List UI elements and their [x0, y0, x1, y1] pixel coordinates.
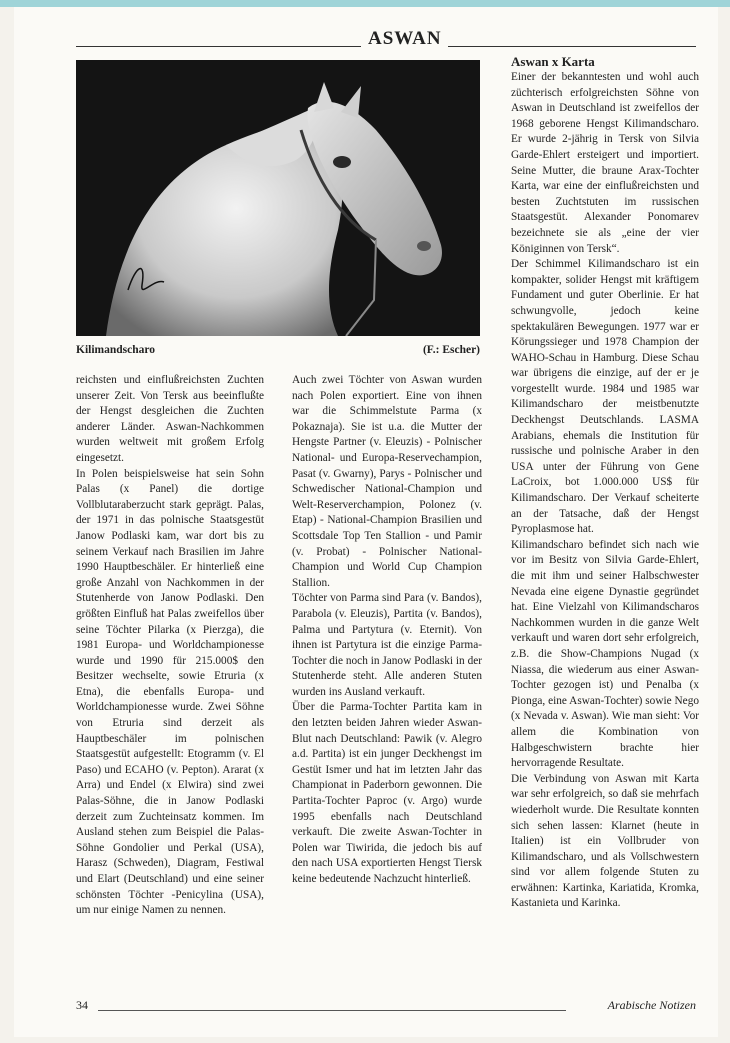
- text-column-3: [511, 54, 699, 912]
- page-number: 34: [76, 998, 88, 1012]
- paragraph: Über die Parma-Tochter Partita kam in den letzten beiden Jahren wieder Aswan-Blut nach Deutschland: Pawik (v. Alegro a.d. Partita) ist ein junger Deckhengst im Gestüt Ismer und hat im letzten Jahr das Championat in Paderborn gewonnen. Die Partita-Tochter Paproc (v. Argo) wurde 1995 ebenfalls nach Deutschland verkauft. Die zweite Aswan-Tochter in Polen war Tiwirida, die jedoch bis auf den nach USA exportierten Hengst Tiersk keine bedeutende Nachzucht hinterließ.: [292, 701, 482, 885]
- section-subheading: Aswan x Karta: [511, 54, 595, 69]
- paragraph: Auch zwei Töchter von Aswan wurden nach Polen exportiert. Eine von ihnen war die Schimmelstute Parma (x Pokaznaja). Sie ist u.a. die Mutter der Hengste Partner (v. Eleuzis) - Polnischer National- und Europa-Reservechampion, Pasat (v. Gwarny), Parys - Polnischer und Schwedischer National-Champion und Welt-Reserverchampion, Polonez (v. Etap) - National-Champion Brasilien und Scottsdale Top Ten Stallion - und Pamir (v. Probat) - Polnischer National-Champion und World Cup Champion Stallion.: [292, 374, 482, 589]
- horse-illustration: [76, 60, 480, 336]
- paragraph: Kilimandscharo befindet sich nach wie vor im Besitz von Silvia Garde-Ehlert, die mit ihm und seiner Halbschwester Nevada eine eigene Dynastie gegründet hat. Eine Vielzahl von Kilimandscharos Nachkommen wurden in die ganze Welt verkauft und waren dort sehr erfolgreich, z.B. die Show-Champions Nugad (x Niassa, die wiederum aus einer Aswan-Tochter gezogen ist) und Penalba (x Pionga, eine Aswan-Tochter) sowie Nego (x Nevada v. Aswan). Wie man sieht: Vor allem die Kombination von Halbgeschwistern brachte hier hervorragende Resultate.: [511, 538, 699, 770]
- caption-title: Kilimandscharo: [76, 344, 156, 356]
- paragraph: Töchter von Parma sind Para (v. Bandos), Parabola (v. Eleuzis), Partita (v. Bandos), Palma und Partytura (v. Eternit). Von ihnen ist Partytura ist die einzige Parma-Tochter die noch in Janow Podlaski in der Stutenherde steht. Alle anderen Stuten wurden ins Ausland verkauft.: [292, 592, 482, 698]
- text-column-1: [76, 373, 264, 919]
- page-footer: [76, 998, 696, 1016]
- text-column-2: [292, 373, 482, 888]
- journal-name: Arabische Notizen: [607, 998, 696, 1012]
- header-rule-left: [76, 46, 361, 47]
- paragraph: reichsten und einflußreichsten Zuchten unserer Zeit. Von Tersk aus beeinflußte der Hengst desgleichen die Zuchten anderer Länder. Aswan-Nachkommen wurden weltweit mit großem Erfolg eingesetzt.: [76, 374, 264, 464]
- page-header: [76, 26, 696, 50]
- paragraph: Einer der bekanntesten und wohl auch züchterisch erfolgreichsten Söhne von Aswan in Deutschland ist zweifellos der 1968 geborene Hengst Kilimandscharo. Er wurde 2-jährig in Tersk von Silvia Garde-Ehlert ersteigert und importiert. Seine Mutter, die braune Arax-Tochter Karta, war eine der einflußreichsten und besten Zuchtstuten im russischen Staatsgestüt. Alexander Ponomarev bezeichnete sie als „eine der vier Königinnen von Tersk“.: [511, 71, 699, 255]
- photo-credit: (F.: Escher): [422, 344, 480, 356]
- paragraph: Der Schimmel Kilimandscharo ist ein kompakter, solider Hengst mit kräftigem Fundament und guter Oberlinie. Er hat schwungvolle, jedoch keine spektakulären Bewegungen. 1977 war er Körungssieger und 1978 Champion der WAHO-Schau in Hamburg. Diese Schau war übrigens die einzige, auf der er je vorgestellt wurde. 1984 und 1985 war Kilimandscharo der meistbenutzte Deckhengst Deutschlands. LASMA Arabians, ehemals die Institution für russische und polnische Araber in den USA unter der Führung von Gene LaCroix, bot 1.000.000 US$ für Kilimandscharo. Der Verkauf scheiterte an der Tatsache, daß der Hengst Pyroplasmose hat.: [511, 258, 699, 536]
- top-color-band: [0, 0, 730, 7]
- page-title: ASWAN: [368, 28, 442, 49]
- paragraph: In Polen beispielsweise hat sein Sohn Palas (x Panel) die dortige Vollblutaraberzucht stark geprägt. Palas, der 1971 in das polnische Staatsgestüt Janow Podlaski kam, war dort bis zu seinem Verkauf nach Brasilien im Jahre 1990 Hauptbeschäler. Er hinterließ eine große Anzahl von Nachkommen in der Stutenherde von Janow Podlaski. Den größten Einfluß hat Palas zweifellos über seine Töchter Pilarka (x Pierzga), die 1981 Europa- und Worldchampionesse wurde und 1990 für 215.000$ den Besitzer wechselte, sowie Etruria (x Etna), die ebenfalls Europa- und Worldchampionesse wurde. Zwei Söhne von Etruria sind derzeit als Hauptbeschäler im polnischen Staatsgestüt aufgestellt: Etogramm (v. El Paso) und ECAHO (v. Pepton). Ararat (x Arra) und Endel (x Elwira) sind zwei Palas-Söhne, die in Janow Podlaski derzeit zum Zuchteinsatz kommen. Im Ausland stehen zum Beispiel die Palas-Söhne Gondolier und Perkal (USA), Harasz (Schweden), Diagram, Festiwal und Elart (Deutschland) und eine seiner schönsten Töchter -Penicylina (USA), um nur einige Namen zu nennen.: [76, 467, 264, 917]
- footer-rule: [98, 1010, 566, 1011]
- photo-caption: [76, 344, 480, 356]
- header-rule-right: [448, 46, 696, 47]
- paragraph: Die Verbindung von Aswan mit Karta war sehr erfolgreich, so daß sie mehrfach wiederholt wurde. Die Resultate konnten sich sehen lassen: Klarnet (heute in Italien) ist ein Vollbruder von Kilimandscharo, und als Vollschwestern sind vor allem folgende Stuten zu erwähnen: Kartinka, Kariatida, Kromka, Kastanieta und Karinka.: [511, 772, 699, 910]
- horse-photo: [76, 60, 480, 336]
